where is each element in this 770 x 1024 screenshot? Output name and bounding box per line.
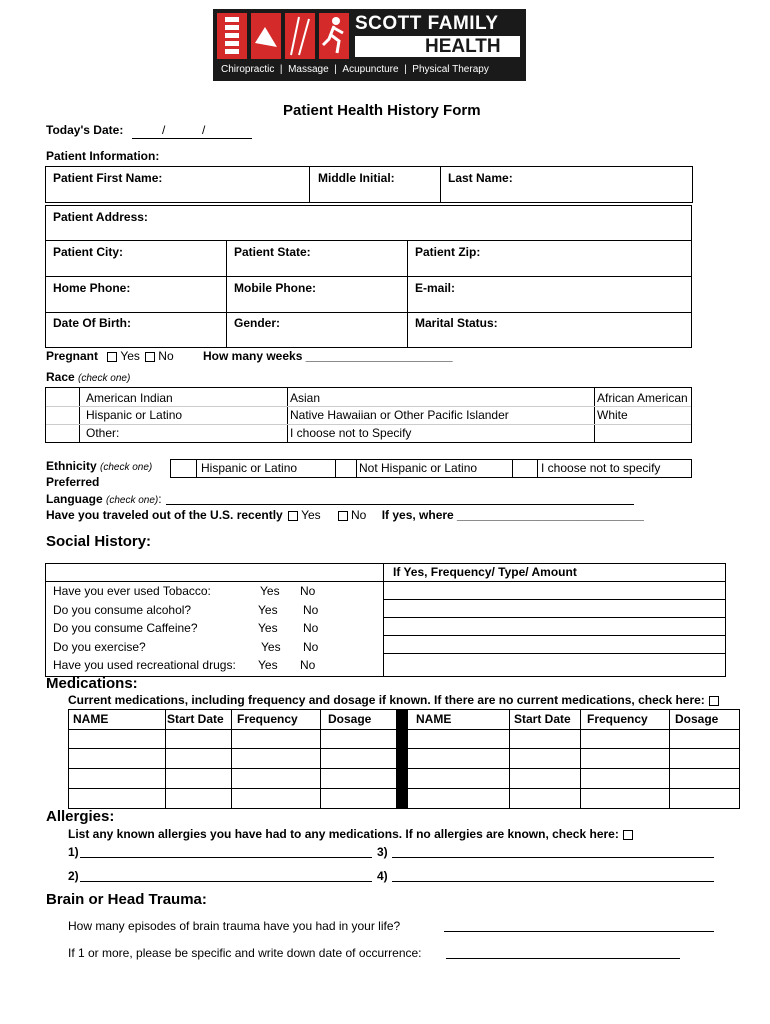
race-not-specify[interactable]: I choose not to Specify bbox=[290, 426, 412, 440]
allergy-4-field[interactable] bbox=[392, 869, 714, 882]
address-field[interactable]: Patient Address: bbox=[53, 210, 148, 224]
allergy-4-label: 4) bbox=[377, 869, 388, 883]
race-native-hawaiian[interactable]: Native Hawaiian or Other Pacific Islander bbox=[290, 408, 509, 422]
brain-trauma-q2: If 1 or more, please be specific and write down date of occurrence: bbox=[68, 946, 422, 960]
tobacco-no[interactable]: No bbox=[300, 584, 316, 598]
language-label: Language (check one): bbox=[46, 492, 162, 506]
race-hispanic-latino[interactable]: Hispanic or Latino bbox=[86, 408, 183, 422]
brain-trauma-date-field[interactable] bbox=[446, 946, 680, 959]
med-header-frequency: Frequency bbox=[237, 712, 298, 726]
brain-trauma-q1: How many episodes of brain trauma have you had in your life? bbox=[68, 919, 401, 933]
city-field[interactable]: Patient City: bbox=[53, 245, 124, 259]
travel-row: Have you traveled out of the U.S. recently Yes No If yes, where ____________________________ bbox=[46, 508, 644, 522]
med-header-start-date-2: Start Date bbox=[514, 712, 571, 726]
dob-field[interactable]: Date Of Birth: bbox=[53, 316, 131, 330]
race-white[interactable]: White bbox=[597, 408, 628, 422]
logo-line1: SCOTT FAMILY bbox=[355, 13, 499, 34]
ethnicity-label: Ethnicity (check one) bbox=[46, 459, 153, 473]
no-medications-checkbox[interactable] bbox=[709, 696, 719, 706]
first-name-field[interactable]: Patient First Name: bbox=[53, 171, 163, 185]
ethnicity-hispanic[interactable]: Hispanic or Latino bbox=[201, 461, 298, 475]
social-rows bbox=[53, 584, 383, 677]
social-row-tobacco: Have you ever used Tobacco: Yes No bbox=[53, 584, 316, 598]
service-acupuncture: Acupuncture bbox=[342, 64, 399, 75]
todays-date-field[interactable]: / / bbox=[132, 124, 252, 139]
race-other[interactable]: Other: bbox=[86, 426, 120, 440]
medications-heading: Medications: bbox=[46, 675, 138, 692]
medications-divider bbox=[396, 710, 408, 808]
social-row-exercise: Do you exercise? Yes No bbox=[53, 639, 319, 654]
drugs-yes[interactable]: Yes bbox=[258, 658, 278, 672]
alcohol-no[interactable]: No bbox=[303, 602, 319, 617]
allergy-3-field[interactable] bbox=[392, 845, 714, 858]
state-field[interactable]: Patient State: bbox=[234, 245, 311, 259]
medications-instruction: Current medications, including frequency and dosage if known. If there are no current medications, check here: bbox=[68, 693, 722, 707]
race-label: Race (check one) bbox=[46, 370, 131, 384]
allergy-2-field[interactable] bbox=[80, 869, 372, 882]
med-header-name: NAME bbox=[73, 712, 109, 726]
travel-yes-checkbox[interactable] bbox=[288, 511, 298, 521]
marital-status-field[interactable]: Marital Status: bbox=[415, 316, 498, 330]
preferred-label: Preferred bbox=[46, 475, 100, 489]
med-header-name-2: NAME bbox=[416, 712, 452, 726]
alcohol-yes[interactable]: Yes bbox=[258, 602, 278, 617]
form-title: Patient Health History Form bbox=[283, 102, 481, 119]
ethnicity-not-specify[interactable]: I choose not to specify bbox=[541, 461, 661, 475]
patient-info-label: Patient Information: bbox=[46, 149, 160, 163]
name-box bbox=[45, 166, 693, 203]
social-col-header: If Yes, Frequency/ Type/ Amount bbox=[393, 565, 577, 579]
drugs-no[interactable]: No bbox=[300, 658, 316, 672]
ethnicity-table bbox=[170, 459, 692, 478]
allergy-3-label: 3) bbox=[377, 845, 388, 859]
no-allergies-checkbox[interactable] bbox=[623, 830, 633, 840]
social-history-heading: Social History: bbox=[46, 533, 152, 550]
allergy-2-label: 2) bbox=[68, 869, 79, 883]
logo-line2: HEALTH bbox=[425, 36, 501, 57]
email-field[interactable]: E-mail: bbox=[415, 281, 456, 295]
caffeine-no[interactable]: No bbox=[303, 621, 319, 635]
travel-no-checkbox[interactable] bbox=[338, 511, 348, 521]
travel-where-field[interactable]: If yes, where ____________________________ bbox=[381, 508, 644, 522]
brain-trauma-heading: Brain or Head Trauma: bbox=[46, 891, 207, 908]
allergies-instruction: List any known allergies you have had to any medications. If no allergies are known, check here: bbox=[68, 827, 636, 841]
language-field[interactable] bbox=[166, 492, 634, 505]
runner-icon bbox=[319, 13, 349, 59]
zip-field[interactable]: Patient Zip: bbox=[415, 245, 481, 259]
pregnant-no-checkbox[interactable] bbox=[145, 352, 155, 362]
med-header-frequency-2: Frequency bbox=[587, 712, 648, 726]
massage-icon bbox=[251, 13, 281, 59]
social-row-alcohol: Do you consume alcohol? Yes No bbox=[53, 602, 319, 617]
acupuncture-needles-icon bbox=[285, 13, 315, 59]
mobile-phone-field[interactable]: Mobile Phone: bbox=[234, 281, 316, 295]
medications-table bbox=[68, 709, 740, 809]
social-row-caffeine: Do you consume Caffeine? Yes No bbox=[53, 621, 319, 635]
gender-field[interactable]: Gender: bbox=[234, 316, 281, 330]
race-asian[interactable]: Asian bbox=[290, 391, 321, 405]
exercise-no[interactable]: No bbox=[303, 639, 319, 654]
med-header-start-date: Start Date bbox=[167, 712, 224, 726]
caffeine-yes[interactable]: Yes bbox=[258, 621, 278, 635]
service-massage: Massage bbox=[288, 64, 329, 75]
social-row-drugs: Have you used recreational drugs: Yes No bbox=[53, 658, 316, 672]
service-physical-therapy: Physical Therapy bbox=[412, 64, 489, 75]
allergies-heading: Allergies: bbox=[46, 808, 115, 825]
exercise-yes[interactable]: Yes bbox=[261, 639, 281, 654]
med-header-dosage: Dosage bbox=[328, 712, 372, 726]
race-american-indian[interactable]: American Indian bbox=[86, 391, 173, 405]
allergy-1-field[interactable] bbox=[80, 845, 372, 858]
allergy-1-label: 1) bbox=[68, 845, 79, 859]
todays-date-label: Today's Date: bbox=[46, 123, 124, 137]
middle-initial-field[interactable]: Middle Initial: bbox=[318, 171, 395, 185]
tobacco-yes[interactable]: Yes bbox=[260, 584, 280, 598]
race-table bbox=[45, 387, 692, 443]
service-chiropractic: Chiropractic bbox=[221, 64, 275, 75]
brain-trauma-count-field[interactable] bbox=[444, 919, 714, 932]
address-box bbox=[45, 205, 692, 348]
ethnicity-not-hispanic[interactable]: Not Hispanic or Latino bbox=[359, 461, 478, 475]
pregnant-yes-checkbox[interactable] bbox=[107, 352, 117, 362]
last-name-field[interactable]: Last Name: bbox=[448, 171, 513, 185]
pregnant-row: Pregnant Yes No bbox=[46, 349, 174, 363]
weeks-field[interactable]: How many weeks ______________________ bbox=[203, 349, 453, 363]
logo bbox=[213, 9, 526, 81]
home-phone-field[interactable]: Home Phone: bbox=[53, 281, 131, 295]
spine-icon bbox=[217, 13, 247, 59]
race-african-american[interactable]: African American bbox=[597, 391, 688, 405]
logo-services: Chiropractic | Massage | Acupuncture | Physical Therapy bbox=[221, 64, 489, 75]
pregnant-label: Pregnant bbox=[46, 349, 99, 363]
med-header-dosage-2: Dosage bbox=[675, 712, 719, 726]
